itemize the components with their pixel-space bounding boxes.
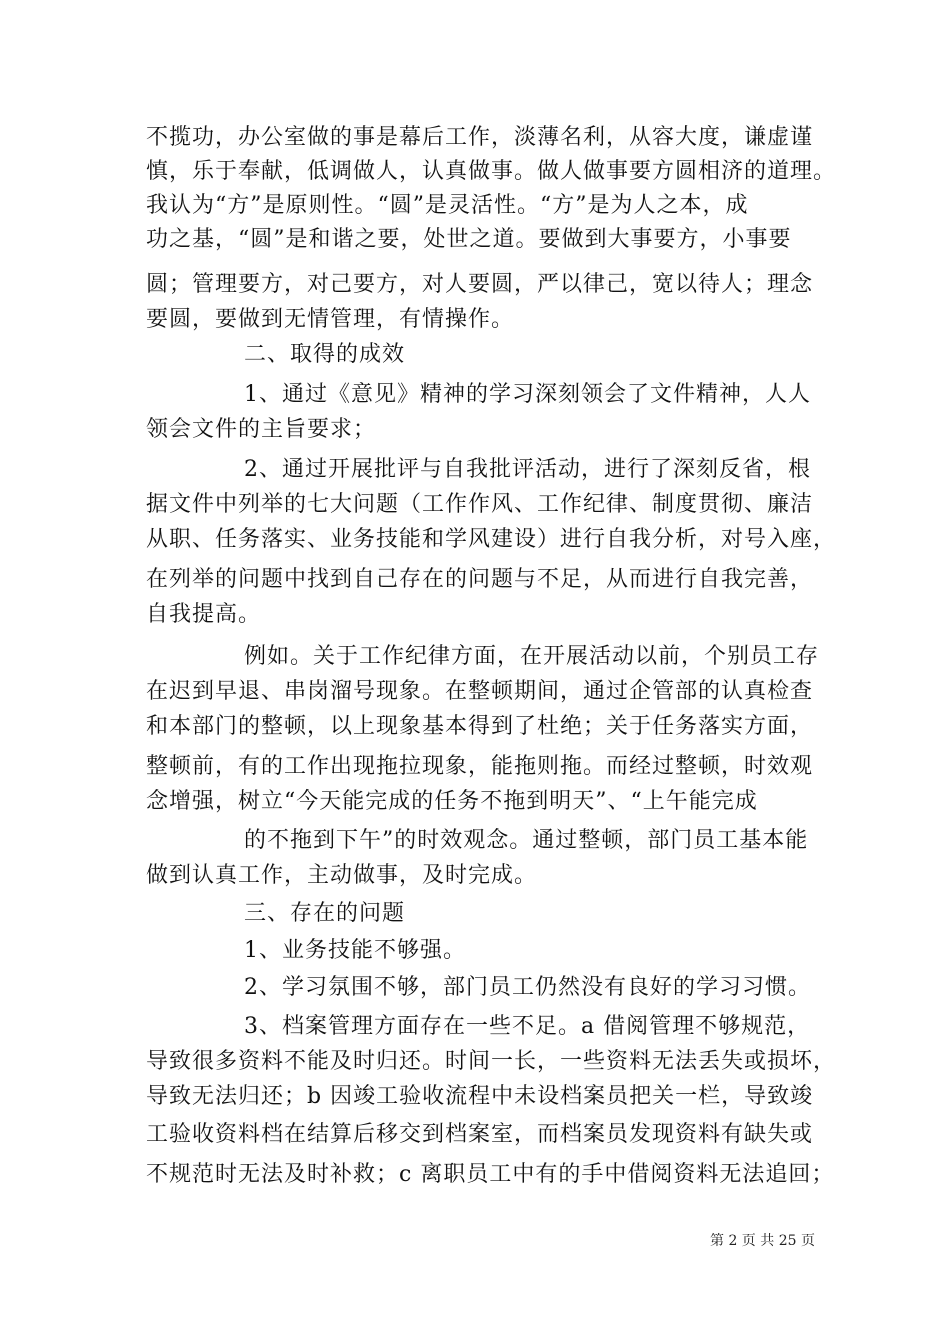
- text-line: 2、通过开展批评与自我批评活动，进行了深刻反省，根: [244, 457, 811, 482]
- text-line: 圆；管理要方，对己要方，对人要圆，严以律己，宽以待人；理念: [146, 272, 814, 297]
- text-line: 导致很多资料不能及时归还。时间一长，一些资料无法丢失或损坏，: [146, 1049, 837, 1074]
- section-heading: 二、取得的成效: [244, 342, 406, 367]
- text-line: 在迟到早退、串岗溜号现象。在整顿期间，通过企管部的认真检查: [146, 679, 814, 704]
- text-line: 3、档案管理方面存在一些不足。a 借阅管理不够规范，: [244, 1014, 811, 1039]
- text-line: 和本部门的整顿，以上现象基本得到了杜绝；关于任务落实方面，: [146, 714, 814, 739]
- text-line: 从职、任务落实、业务技能和学风建设）进行自我分析，对号入座，: [146, 527, 837, 552]
- text-line: 功之基，“圆”是和谐之要，处世之道。要做到大事要方，小事要: [146, 227, 792, 252]
- text-line: 做到认真工作，主动做事，及时完成。: [146, 863, 538, 888]
- section-heading: 三、存在的问题: [244, 901, 406, 926]
- text-line: 慎，乐于奉献，低调做人，认真做事。做人做事要方圆相济的道理。: [146, 159, 837, 184]
- page-number: 第 2 页 共 25 页: [710, 1233, 815, 1249]
- text-line: 的不拖到下午”的时效观念。通过整顿，部门员工基本能: [244, 828, 809, 853]
- text-line: 念增强，树立“今天能完成的任务不拖到明天”、“上午能完成: [146, 789, 758, 814]
- text-line: 1、业务技能不够强。: [244, 938, 466, 963]
- text-line: 领会文件的主旨要求；: [146, 417, 377, 442]
- text-line: 1、通过《意见》精神的学习深刻领会了文件精神，人人: [244, 382, 811, 407]
- text-line: 工验收资料档在结算后移交到档案室，而档案员发现资料有缺失或: [146, 1122, 814, 1147]
- text-line: 导致无法归还；b 因竣工验收流程中未设档案员把关一栏，导致竣: [146, 1084, 814, 1109]
- text-line: 不规范时无法及时补救；c 离职员工中有的手中借阅资料无法追回；: [146, 1162, 835, 1187]
- text-line: 在列举的问题中找到自己存在的问题与不足，从而进行自我完善，: [146, 567, 814, 592]
- text-line: 整顿前，有的工作出现拖拉现象，能拖则拖。而经过整顿，时效观: [146, 754, 814, 779]
- text-line: 自我提高。: [146, 602, 262, 627]
- text-line: 不揽功，办公室做的事是幕后工作，淡薄名利，从容大度，谦虚谨: [146, 125, 814, 150]
- text-line: 2、学习氛围不够，部门员工仍然没有良好的学习习惯。: [244, 975, 811, 1000]
- text-line: 例如。关于工作纪律方面，在开展活动以前，个别员工存: [244, 644, 820, 669]
- text-line: 要圆，要做到无情管理，有情操作。: [146, 307, 515, 332]
- text-line: 我认为“方”是原则性。“圆”是灵活性。“方”是为人之本，成: [146, 193, 749, 218]
- text-line: 据文件中列举的七大问题（工作作风、工作纪律、制度贯彻、廉洁: [146, 492, 814, 517]
